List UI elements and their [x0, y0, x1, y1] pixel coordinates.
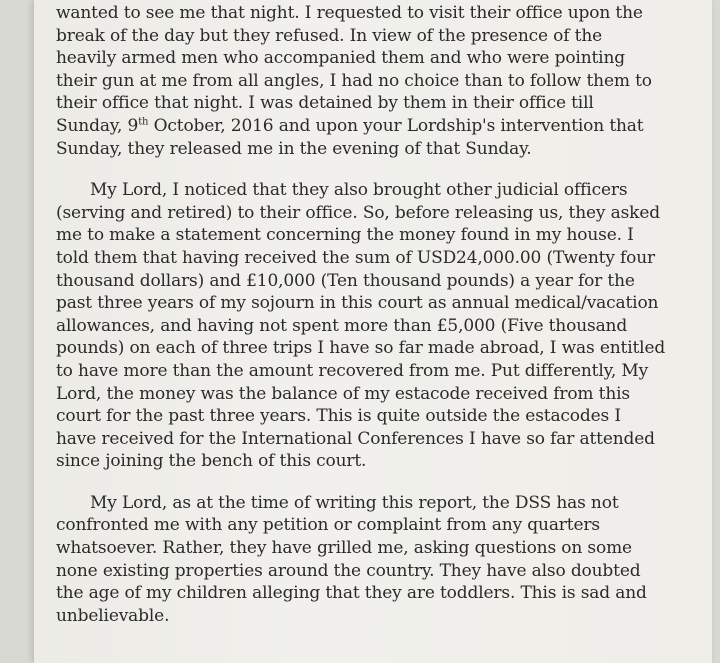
text-line: thousand dollars) and £10,000 (Ten thousand pounds) a year for the	[56, 270, 635, 291]
text-line: heavily armed men who accompanied them and who were pointing	[56, 48, 625, 69]
text-line: Sunday, they released me in the evening of that Sunday.	[56, 138, 532, 159]
text-line: none existing properties around the country. They have also doubted	[56, 560, 641, 581]
text-line: to have more than the amount recovered from me. Put differently, My	[56, 360, 649, 381]
text-line: their office that night. I was detained by them in their office till	[56, 93, 594, 114]
text-line: the age of my children alleging that they are toddlers. This is sad and	[56, 583, 647, 604]
text-line: pounds) on each of three trips I have so far made abroad, I was entitled	[56, 338, 666, 359]
paragraph-3	[56, 492, 676, 628]
paragraph-2	[56, 179, 676, 473]
paragraph-1	[56, 2, 676, 160]
text-line: since joining the bench of this court.	[56, 451, 367, 472]
text-line: told them that having received the sum of USD24,000.00 (Twenty four	[56, 247, 656, 268]
document-body	[56, 2, 676, 646]
text-line: past three years of my sojourn in this court as annual medical/vacation	[56, 293, 659, 314]
text-line: My Lord, I noticed that they also brought other judicial officers	[90, 180, 628, 201]
text-line: confronted me with any petition or complaint from any quarters	[56, 515, 600, 536]
text-line: break of the day but they refused. In view of the presence of the	[56, 25, 603, 46]
text-line: allowances, and having not spent more than £5,000 (Five thousand	[56, 315, 628, 336]
text-line: have received for the International Conferences I have so far attended	[56, 428, 655, 449]
ordinal-suffix: th	[138, 116, 149, 128]
text-line: whatsoever. Rather, they have grilled me, asking questions on some	[56, 538, 632, 559]
text-line: their gun at me from all angles, I had no choice than to follow them to	[56, 70, 652, 91]
text-line: unbelievable.	[56, 605, 170, 626]
text-line: My Lord, as at the time of writing this report, the DSS has not	[90, 492, 619, 513]
text-line: Lord, the money was the balance of my estacode received from this	[56, 383, 630, 404]
text-line: wanted to see me that night. I requested to visit their office upon the	[56, 3, 643, 23]
text-line: court for the past three years. This is quite outside the estacodes I	[56, 406, 621, 427]
document-page	[34, 0, 712, 663]
text-line: (serving and retired) to their office. So, before releasing us, they asked	[56, 202, 660, 223]
text-line: me to make a statement concerning the money found in my house. I	[56, 225, 634, 246]
text-line: Sunday, 9th October, 2016 and upon your Lordship's intervention that	[56, 115, 644, 136]
